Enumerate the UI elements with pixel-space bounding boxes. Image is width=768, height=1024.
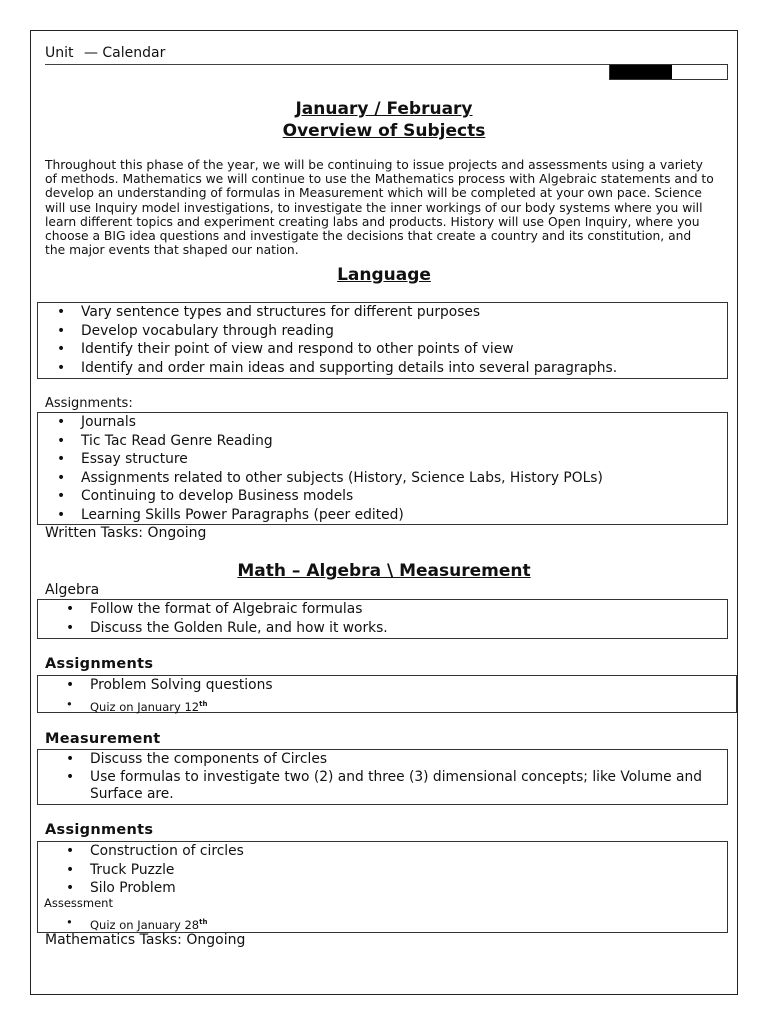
measurement-label: Measurement <box>45 731 161 747</box>
intro-line: of methods. Mathematics we will continue to use the Mathematics process with Algebraic statements and to <box>45 172 714 187</box>
language-goals-box <box>37 302 728 379</box>
math-assignments-box-1 <box>37 675 737 713</box>
list-item: • Journals <box>81 413 727 432</box>
list-item: • Vary sentence types and structures for different purposes <box>81 303 727 322</box>
written-tasks: Written Tasks: Ongoing <box>45 525 207 541</box>
intro-line: develop an understanding of formulas in Measurement which will be completed at your own pace. Science <box>45 186 702 201</box>
math-assignments-label-2: Assignments <box>45 822 154 838</box>
list-item: • Essay structure <box>81 450 727 469</box>
algebra-label: Algebra <box>45 582 100 598</box>
quiz-date: Quiz on January 12 <box>90 699 200 714</box>
language-heading: Language <box>337 265 431 285</box>
list-item: • Use formulas to investigate two (2) and three (3) dimensional concepts; like Volume and Surface are. <box>90 769 707 803</box>
list-item: • Problem Solving questions <box>90 676 736 695</box>
intro-paragraph <box>45 158 731 257</box>
list-item: • Follow the format of Algebraic formulas <box>90 600 727 619</box>
math-assignments-label-1: Assignments <box>45 656 154 672</box>
list-item: • Assignments related to other subjects (History, Science Labs, History POLs) <box>81 469 727 488</box>
list-item: • Construction of circles <box>90 842 727 861</box>
page-title: January / February <box>295 99 473 119</box>
list-item: • Discuss the components of Circles <box>90 750 707 769</box>
ordinal-suffix: th <box>199 918 208 926</box>
list-item <box>90 695 736 716</box>
progress-bar <box>609 64 728 80</box>
language-assignments-label: Assignments: <box>45 396 133 411</box>
list-item: • Identify their point of view and respond to other points of view <box>81 340 727 359</box>
intro-line: will use Inquiry model investigations, to investigate the inner workings of our body systems where you will <box>45 200 703 215</box>
math-assignments-list-1 <box>38 676 736 716</box>
language-assignments-list <box>38 413 727 525</box>
ordinal-suffix: th <box>199 699 208 708</box>
page-subtitle: Overview of Subjects <box>282 121 486 141</box>
list-item: • Silo Problem <box>90 879 727 898</box>
list-item: • Tic Tac Read Genre Reading <box>81 432 727 451</box>
language-goals-list <box>38 303 727 377</box>
algebra-goals-list <box>38 600 727 637</box>
intro-line: Throughout this phase of the year, we will be continuing to issue projects and assessments using a variety <box>45 158 703 172</box>
intro-line: the major events that shaped our nation. <box>45 243 299 258</box>
progress-fill <box>610 65 672 79</box>
math-assignments-box-2 <box>37 841 728 933</box>
measurement-goals-list <box>38 750 727 803</box>
math-tasks: Mathematics Tasks: Ongoing <box>45 932 246 948</box>
list-item: • Develop vocabulary through reading <box>81 322 727 341</box>
assessment-label: Assessment <box>44 896 113 910</box>
intro-line: choose a BIG idea questions and investigate the decisions that create a country and its constitution, and <box>45 229 692 244</box>
intro-line: learn different topics and experiment creating labs and products. History will use Open Inquiry, where you <box>45 214 700 229</box>
measurement-goals-box <box>37 749 728 805</box>
calendar-title: — Calendar <box>83 45 166 61</box>
algebra-goals-box <box>37 599 728 639</box>
language-assignments-box <box>37 412 728 525</box>
list-item: • Discuss the Golden Rule, and how it works. <box>90 619 727 638</box>
unit-header <box>45 45 165 61</box>
quiz-date: Quiz on January 28 <box>90 917 200 932</box>
list-item: • Learning Skills Power Paragraphs (peer edited) <box>81 506 727 525</box>
list-item: • Identify and order main ideas and supporting details into several paragraphs. <box>81 359 727 378</box>
list-item: • Continuing to develop Business models <box>81 487 727 506</box>
list-item: • Truck Puzzle <box>90 861 727 880</box>
unit-label: Unit <box>45 45 74 61</box>
math-assignments-list-2 <box>38 842 727 898</box>
math-heading: Math – Algebra \ Measurement <box>237 561 531 581</box>
